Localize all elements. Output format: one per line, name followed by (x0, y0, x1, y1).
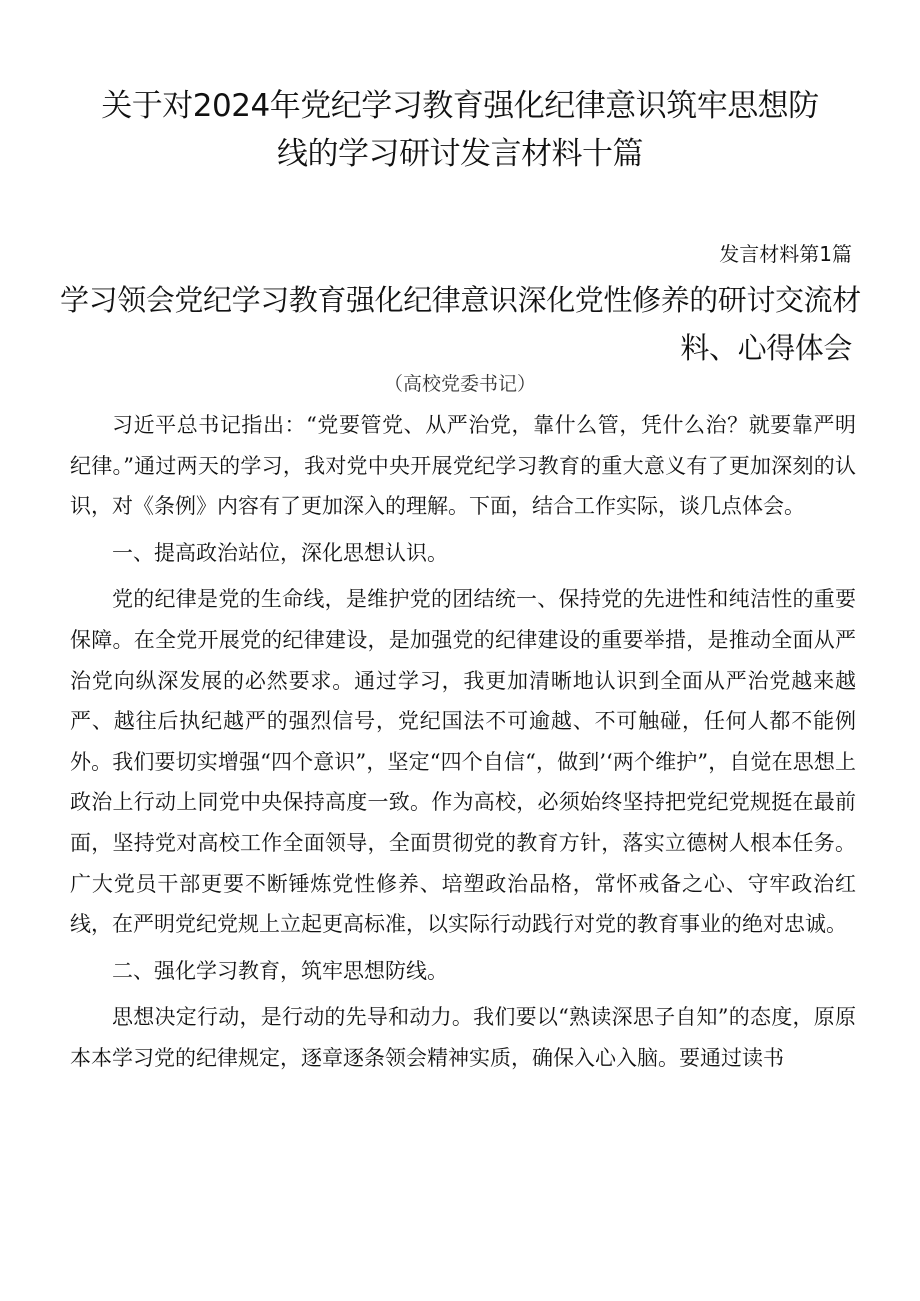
paragraph-section-1: 党的纪律是党的生命线，是维护党的团结统一、保持党的先进性和纯洁性的重要保障。在全党开展党的纪律建设，是加强党的纪律建设的重要举措，是推动全面从严治党向纵深发展的必然要求。通过学习，我更加清晰地认识到全面从严治党越来越严、越往后执纪越严的强烈信号，党纪国法不可逾越、不可触碰，任何人都不能例外。我们要切实增强“四个意识”，坚定“四个自信“，做到’‘两个维护”，自觉在思想上政治上行动上同党中央保持高度一致。作为高校，必须始终坚持把党纪党规挺在最前面，坚持党对高校工作全面领导，全面贯彻党的教育方针，落实立德树人根本任务。广大党员干部更要不断锤炼党性修养、培塑政治品格，常怀戒备之心、守牢政治红线，在严明党纪党规上立起更高标准，以实际行动践行对党的教育事业的绝对忠诚。 (70, 587, 856, 937)
article-title-line-1: 学习领会党纪学习教育强化纪律意识深化党性修养的研讨交流材 (60, 283, 861, 317)
paragraph-intro: 习近平总书记指出：“党要管党、从严治党，靠什么管，凭什么治？就要靠严明纪律。”通过两天的学习，我对党中央开展党纪学习教育的重大意义有了更加深刻的认识，对《条例》内容有了更加深入的理解。下面，结合工作实际，谈几点体会。 (70, 413, 856, 519)
article-title (60, 276, 861, 372)
section-label: 发言材料第1篇 (719, 242, 852, 266)
document-title-line-1: 关于对2024年党纪学习教育强化纪律意识筑牢思想防 (101, 88, 819, 124)
section-heading-2: 二、强化学习教育，筑牢思想防线。 (112, 958, 448, 983)
document-title (70, 82, 850, 178)
body-text (70, 405, 856, 1079)
paragraph-section-2: 思想决定行动，是行动的先导和动力。我们要以“熟读深思子自知”的态度，原原本本学习党的纪律规定，逐章逐条领会精神实质，确保入心入脑。要通过读书 (70, 1005, 856, 1070)
article-title-line-2: 料、心得体会 (680, 331, 852, 365)
document-title-line-2: 线的学习研讨发言材料十篇 (277, 136, 643, 172)
section-heading-1: 一、提高政治站位，深化思想认识。 (112, 540, 448, 565)
author-line: （高校党委书记） (383, 373, 536, 395)
